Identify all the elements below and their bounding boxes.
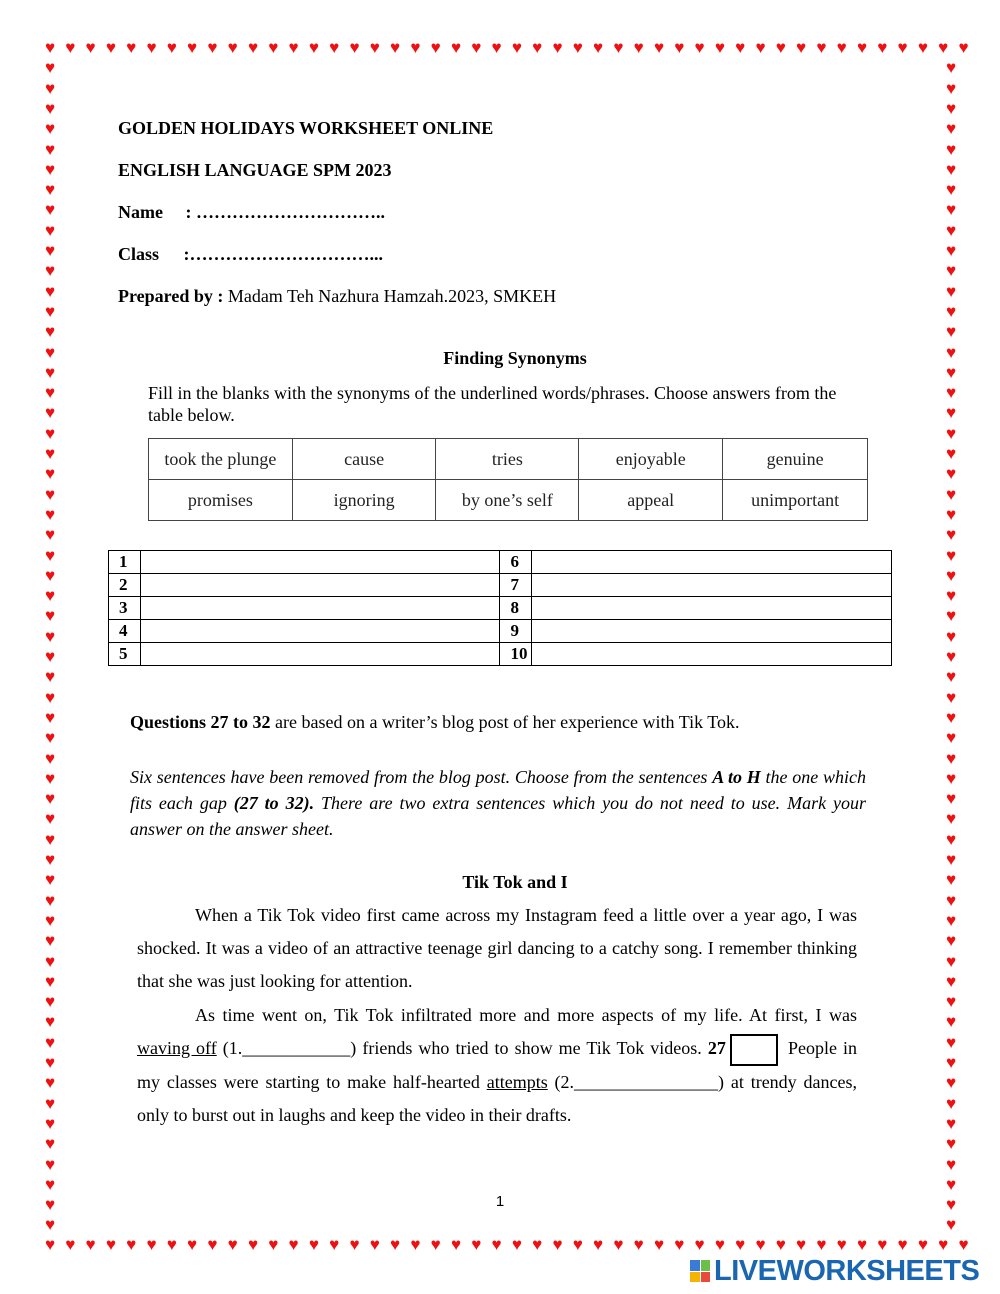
heart-icon: ♥ — [945, 78, 957, 98]
heart-icon: ♥ — [44, 78, 56, 98]
heart-icon: ♥ — [85, 38, 96, 57]
heart-icon: ♥ — [44, 1113, 56, 1133]
heart-icon: ♥ — [958, 1235, 969, 1254]
heart-icon: ♥ — [491, 1235, 502, 1254]
heart-icon: ♥ — [775, 1235, 786, 1254]
heart-icon: ♥ — [44, 403, 56, 423]
heart-icon: ♥ — [945, 1053, 957, 1072]
heart-icon: ♥ — [613, 1235, 624, 1254]
heart-icon: ♥ — [308, 1235, 319, 1254]
heart-icon: ♥ — [288, 1235, 299, 1254]
heart-icon: ♥ — [945, 707, 957, 727]
heart-icon: ♥ — [227, 38, 238, 57]
answer-blank-7[interactable] — [532, 574, 892, 597]
heart-icon: ♥ — [44, 383, 56, 403]
heart-icon: ♥ — [44, 444, 56, 463]
heart-icon: ♥ — [938, 38, 949, 57]
liveworksheets-logo — [690, 1256, 979, 1286]
heart-icon: ♥ — [945, 525, 957, 545]
heart-icon: ♥ — [349, 1235, 360, 1254]
heart-icon: ♥ — [796, 38, 807, 57]
heart-icon: ♥ — [572, 38, 583, 57]
heart-icon: ♥ — [945, 687, 957, 707]
heart-icon: ♥ — [945, 1215, 957, 1235]
heart-icon: ♥ — [329, 1235, 340, 1254]
passage-paragraph-2 — [137, 999, 857, 1132]
heart-icon: ♥ — [674, 1235, 685, 1254]
answer-blank-10[interactable] — [532, 643, 892, 666]
heart-icon: ♥ — [44, 1073, 56, 1093]
word-cell: took the plunge — [149, 439, 293, 480]
heart-icon: ♥ — [44, 586, 56, 606]
heart-icon: ♥ — [945, 748, 957, 768]
heart-icon: ♥ — [714, 38, 725, 57]
heart-icon: ♥ — [44, 545, 56, 565]
instr-text: There are two extra sentences which you do not need to use. Mark your answer on the answer sheet. — [130, 793, 866, 839]
heart-icon: ♥ — [694, 38, 705, 57]
heart-icon: ♥ — [369, 1235, 380, 1254]
heart-icon: ♥ — [44, 707, 56, 727]
heart-icon: ♥ — [945, 606, 957, 626]
heart-icon: ♥ — [945, 220, 957, 240]
synonyms-title: Finding Synonyms — [443, 348, 587, 368]
heart-icon: ♥ — [945, 910, 957, 930]
heart-icon: ♥ — [44, 1032, 56, 1052]
heart-icon: ♥ — [755, 38, 766, 57]
gap-number: 27 — [707, 1038, 726, 1058]
heart-icon: ♥ — [945, 362, 957, 382]
heart-icon: ♥ — [44, 58, 56, 78]
heart-icon: ♥ — [945, 98, 957, 118]
heart-icon: ♥ — [44, 241, 56, 260]
para-text: (1.____________) friends who tried to show me Tik Tok videos. — [216, 1038, 708, 1058]
heart-icon: ♥ — [945, 829, 957, 849]
instr-bold: (27 to 32). — [233, 793, 315, 813]
heart-icon: ♥ — [44, 870, 56, 890]
heart-icon: ♥ — [450, 1235, 462, 1254]
heart-icon: ♥ — [836, 38, 847, 57]
underlined-phrase: attempts — [486, 1071, 548, 1092]
answer-row — [109, 643, 892, 666]
questions-instructions — [130, 764, 866, 842]
instr-text: Six sentences have been removed from the blog post. Choose from the sentences — [130, 767, 713, 787]
heart-icon: ♥ — [735, 38, 746, 57]
answer-blank-6[interactable] — [532, 551, 892, 574]
heart-icon: ♥ — [552, 1235, 563, 1254]
heart-icon: ♥ — [44, 971, 56, 991]
heart-icon: ♥ — [349, 38, 360, 57]
heart-icon: ♥ — [166, 1235, 177, 1254]
heart-icon: ♥ — [491, 38, 502, 57]
heart-icon: ♥ — [945, 281, 957, 301]
heart-icon: ♥ — [945, 241, 957, 260]
heart-icon: ♥ — [816, 1235, 827, 1254]
heart-icon: ♥ — [945, 931, 957, 951]
passage-paragraph-1: When a Tik Tok video first came across my Instagram feed a little over a year ago, I was shocked. It was a video of an attractive teenage girl dancing to a catchy song. I remember thinking that she was just looking for attention. — [137, 905, 857, 991]
heart-icon: ♥ — [44, 200, 56, 220]
heart-icon: ♥ — [945, 1174, 957, 1194]
word-bank-row — [149, 480, 868, 521]
heart-icon: ♥ — [633, 38, 644, 57]
heart-icon: ♥ — [44, 261, 56, 281]
heart-icon: ♥ — [207, 1235, 218, 1254]
page-number: 1 — [495, 1193, 505, 1210]
heart-icon: ♥ — [945, 383, 957, 403]
heart-icon: ♥ — [674, 38, 685, 57]
heart-icon: ♥ — [593, 1235, 604, 1254]
heart-icon: ♥ — [945, 768, 957, 788]
heart-icon: ♥ — [105, 1235, 116, 1254]
answer-blank-9[interactable] — [532, 620, 892, 643]
heart-icon: ♥ — [44, 180, 56, 200]
para-text: People in my classes were starting to make half-hearted — [137, 1038, 858, 1092]
heart-icon: ♥ — [44, 1235, 56, 1254]
heart-icon: ♥ — [945, 789, 957, 809]
heart-icon: ♥ — [897, 1235, 908, 1254]
heart-icon: ♥ — [44, 789, 56, 809]
heart-icon: ♥ — [44, 667, 56, 687]
heart-icon: ♥ — [945, 261, 957, 281]
heart-icon: ♥ — [44, 504, 56, 524]
heart-icon: ♥ — [44, 484, 56, 504]
name-line — [118, 202, 385, 223]
heart-icon: ♥ — [247, 38, 259, 57]
heart-icon: ♥ — [44, 768, 56, 788]
word-cell: unimportant — [723, 480, 868, 521]
heart-icon: ♥ — [945, 1093, 957, 1113]
heart-icon: ♥ — [653, 1235, 665, 1254]
answer-number: 3 — [109, 597, 141, 620]
heart-icon: ♥ — [945, 200, 957, 220]
heart-icon: ♥ — [166, 38, 177, 57]
answer-row — [109, 597, 892, 620]
heart-icon: ♥ — [207, 38, 218, 57]
heart-icon: ♥ — [187, 1235, 198, 1254]
heart-icon: ♥ — [945, 159, 957, 179]
heart-icon: ♥ — [268, 1235, 279, 1254]
answer-blank-1[interactable] — [140, 551, 500, 574]
heart-icon: ♥ — [288, 38, 299, 57]
class-field[interactable]: :…………………………... — [183, 244, 384, 264]
questions-intro — [130, 712, 740, 733]
prepared-value: Madam Teh Nazhura Hamzah.2023, SMKEH — [227, 286, 557, 306]
heart-icon: ♥ — [44, 220, 56, 240]
heart-icon: ♥ — [945, 484, 957, 504]
heart-icon: ♥ — [44, 1154, 56, 1174]
heart-icon: ♥ — [44, 951, 56, 971]
heart-icon: ♥ — [945, 403, 957, 423]
heart-icon: ♥ — [945, 667, 957, 687]
heart-icon: ♥ — [430, 1235, 441, 1254]
heart-icon: ♥ — [126, 38, 137, 57]
heart-icon: ♥ — [390, 38, 401, 57]
heart-icon: ♥ — [44, 809, 56, 829]
heart-icon: ♥ — [44, 525, 56, 545]
heart-icon: ♥ — [146, 38, 157, 57]
heart-icon: ♥ — [430, 38, 441, 57]
heart-icon: ♥ — [945, 1012, 957, 1032]
heart-icon: ♥ — [945, 119, 957, 139]
word-cell: appeal — [579, 480, 723, 521]
answer-number: 10 — [500, 643, 532, 666]
heart-icon: ♥ — [945, 870, 957, 890]
heart-icon: ♥ — [945, 951, 957, 971]
heart-icon: ♥ — [369, 38, 380, 57]
answer-number: 4 — [109, 620, 141, 643]
heart-icon: ♥ — [329, 38, 340, 57]
heart-icon: ♥ — [945, 971, 957, 991]
heart-icon: ♥ — [877, 38, 888, 57]
heart-icon: ♥ — [945, 444, 957, 463]
heart-icon: ♥ — [633, 1235, 644, 1254]
heart-icon: ♥ — [44, 992, 56, 1012]
heart-icon: ♥ — [44, 748, 56, 768]
heart-icon: ♥ — [714, 1235, 725, 1254]
heart-icon: ♥ — [945, 545, 957, 565]
underlined-phrase: waving off — [137, 1038, 217, 1058]
answer-blank-2[interactable] — [140, 574, 500, 597]
heart-icon: ♥ — [450, 38, 462, 57]
heart-icon: ♥ — [44, 464, 56, 484]
heart-icon: ♥ — [44, 931, 56, 951]
heart-icon: ♥ — [44, 301, 56, 321]
heart-icon: ♥ — [945, 322, 957, 342]
heart-icon: ♥ — [945, 890, 957, 910]
answer-number: 1 — [109, 551, 141, 574]
heart-icon: ♥ — [945, 504, 957, 524]
answer-blank-5[interactable] — [140, 643, 500, 666]
heart-icon: ♥ — [945, 58, 957, 78]
heart-icon: ♥ — [572, 1235, 583, 1254]
heart-icon: ♥ — [532, 1235, 543, 1254]
heart-icon: ♥ — [945, 586, 957, 606]
heart-icon: ♥ — [105, 38, 116, 57]
heart-icon: ♥ — [735, 1235, 746, 1254]
heart-icon: ♥ — [945, 992, 957, 1012]
heart-icon: ♥ — [945, 1134, 957, 1154]
heart-icon: ♥ — [410, 38, 421, 57]
answer-table — [108, 550, 892, 666]
word-cell: ignoring — [292, 480, 436, 521]
heart-icon: ♥ — [410, 1235, 421, 1254]
questions-intro-text: are based on a writer’s blog post of her experience with Tik Tok. — [270, 712, 740, 732]
heart-icon: ♥ — [44, 910, 56, 930]
heart-icon: ♥ — [390, 1235, 401, 1254]
heart-icon: ♥ — [917, 1235, 928, 1254]
heart-icon: ♥ — [126, 1235, 137, 1254]
heart-icon: ♥ — [44, 1195, 56, 1215]
heart-icon: ♥ — [44, 850, 56, 869]
class-label: Class — [118, 244, 160, 264]
answer-number: 7 — [500, 574, 532, 597]
para-text: As time went on, Tik Tok infiltrated more and more aspects of my life. At first, I was — [195, 1005, 857, 1025]
heart-icon: ♥ — [945, 809, 957, 829]
heart-icon: ♥ — [44, 606, 56, 626]
heart-icon: ♥ — [471, 38, 482, 57]
heart-icon: ♥ — [44, 423, 56, 443]
passage-title: Tik Tok and I — [462, 872, 568, 892]
heart-icon: ♥ — [65, 38, 76, 57]
word-cell: by one’s self — [436, 480, 579, 521]
heart-icon: ♥ — [836, 1235, 847, 1254]
heart-icon: ♥ — [755, 1235, 766, 1254]
heart-icon: ♥ — [552, 38, 563, 57]
heart-icon: ♥ — [44, 98, 56, 118]
heart-icon: ♥ — [775, 38, 786, 57]
heart-icon: ♥ — [532, 38, 543, 57]
heart-icon: ♥ — [613, 38, 624, 57]
answer-row — [109, 574, 892, 597]
heart-icon: ♥ — [44, 119, 56, 139]
heart-icon: ♥ — [65, 1235, 76, 1254]
heart-icon: ♥ — [44, 1093, 56, 1113]
answer-number: 6 — [500, 551, 532, 574]
liveworksheets-logo-icon — [690, 1260, 710, 1282]
name-label: Name — [118, 202, 163, 222]
name-field[interactable]: : ………………………….. — [185, 202, 385, 222]
heart-icon: ♥ — [44, 728, 56, 748]
heart-icon: ♥ — [694, 1235, 705, 1254]
word-cell: genuine — [723, 439, 868, 480]
heart-icon: ♥ — [247, 1235, 259, 1254]
prepared-label: Prepared by : — [118, 286, 224, 306]
heart-icon: ♥ — [856, 38, 868, 57]
word-cell: promises — [149, 480, 293, 521]
heart-icon: ♥ — [511, 38, 522, 57]
questions-range: Questions 27 to 32 — [130, 712, 271, 732]
heart-icon: ♥ — [187, 38, 198, 57]
heart-icon: ♥ — [593, 38, 604, 57]
heart-icon: ♥ — [227, 1235, 238, 1254]
heart-icon: ♥ — [938, 1235, 949, 1254]
answer-blank-4[interactable] — [140, 620, 500, 643]
heart-icon: ♥ — [945, 647, 957, 666]
answer-number: 8 — [500, 597, 532, 620]
heart-icon: ♥ — [44, 565, 56, 585]
word-bank-row — [149, 439, 868, 480]
heart-icon: ♥ — [44, 281, 56, 301]
heart-icon: ♥ — [44, 647, 56, 666]
subject-title: ENGLISH LANGUAGE SPM 2023 — [118, 160, 392, 180]
heart-icon: ♥ — [44, 159, 56, 179]
heart-icon: ♥ — [945, 728, 957, 748]
heart-icon: ♥ — [945, 464, 957, 484]
worksheet-title: GOLDEN HOLIDAYS WORKSHEET ONLINE — [118, 118, 494, 138]
heart-icon: ♥ — [44, 342, 56, 362]
word-bank-table — [148, 438, 868, 521]
heart-icon: ♥ — [945, 850, 957, 869]
heart-icon: ♥ — [945, 1195, 957, 1215]
heart-icon: ♥ — [308, 38, 319, 57]
heart-icon: ♥ — [917, 38, 928, 57]
heart-icon: ♥ — [958, 38, 969, 57]
answer-blank-8[interactable] — [532, 597, 892, 620]
word-cell: cause — [292, 439, 436, 480]
class-line — [118, 244, 383, 265]
heart-icon: ♥ — [44, 1012, 56, 1032]
heart-icon: ♥ — [816, 38, 827, 57]
heart-icon: ♥ — [945, 342, 957, 362]
heart-icon: ♥ — [945, 1073, 957, 1093]
answer-row — [109, 620, 892, 643]
heart-icon: ♥ — [945, 1032, 957, 1052]
heart-icon: ♥ — [44, 687, 56, 707]
answer-number: 9 — [500, 620, 532, 643]
heart-icon: ♥ — [796, 1235, 807, 1254]
gap-27-box[interactable] — [730, 1034, 778, 1066]
heart-icon: ♥ — [856, 1235, 868, 1254]
heart-icon: ♥ — [44, 626, 56, 646]
answer-row — [109, 551, 892, 574]
synonyms-instruction: Fill in the blanks with the synonyms of the underlined words/phrases. Choose answers from the table below. — [148, 383, 837, 425]
heart-icon: ♥ — [511, 1235, 522, 1254]
heart-icon: ♥ — [945, 301, 957, 321]
heart-icon: ♥ — [268, 38, 279, 57]
heart-icon: ♥ — [897, 38, 908, 57]
word-cell: enjoyable — [579, 439, 723, 480]
instr-bold: A to H — [712, 767, 761, 787]
heart-icon: ♥ — [44, 1174, 56, 1194]
heart-icon: ♥ — [44, 1134, 56, 1154]
word-cell: tries — [436, 439, 579, 480]
heart-icon: ♥ — [877, 1235, 888, 1254]
heart-icon: ♥ — [44, 1215, 56, 1235]
heart-icon: ♥ — [945, 1154, 957, 1174]
heart-icon: ♥ — [945, 1113, 957, 1133]
heart-icon: ♥ — [945, 180, 957, 200]
heart-icon: ♥ — [945, 139, 957, 159]
answer-blank-3[interactable] — [140, 597, 500, 620]
heart-icon: ♥ — [146, 1235, 157, 1254]
answer-number: 2 — [109, 574, 141, 597]
heart-icon: ♥ — [44, 1053, 56, 1072]
heart-icon: ♥ — [653, 38, 665, 57]
heart-icon: ♥ — [44, 139, 56, 159]
heart-icon: ♥ — [44, 829, 56, 849]
prepared-by-line — [118, 286, 556, 307]
heart-icon: ♥ — [44, 38, 56, 57]
heart-icon: ♥ — [44, 890, 56, 910]
brand-name: LIVEWORKSHEETS — [714, 1254, 980, 1287]
heart-icon: ♥ — [945, 565, 957, 585]
instr-text: the one which fits each gap — [130, 767, 866, 813]
heart-icon: ♥ — [85, 1235, 96, 1254]
heart-icon: ♥ — [44, 362, 56, 382]
heart-icon: ♥ — [945, 423, 957, 443]
heart-icon: ♥ — [44, 322, 56, 342]
answer-number: 5 — [109, 643, 141, 666]
heart-icon: ♥ — [945, 626, 957, 646]
heart-icon: ♥ — [471, 1235, 482, 1254]
para-text: (2.________________) at trendy dances, only to burst out in laughs and keep the video in their drafts. — [137, 1071, 857, 1125]
